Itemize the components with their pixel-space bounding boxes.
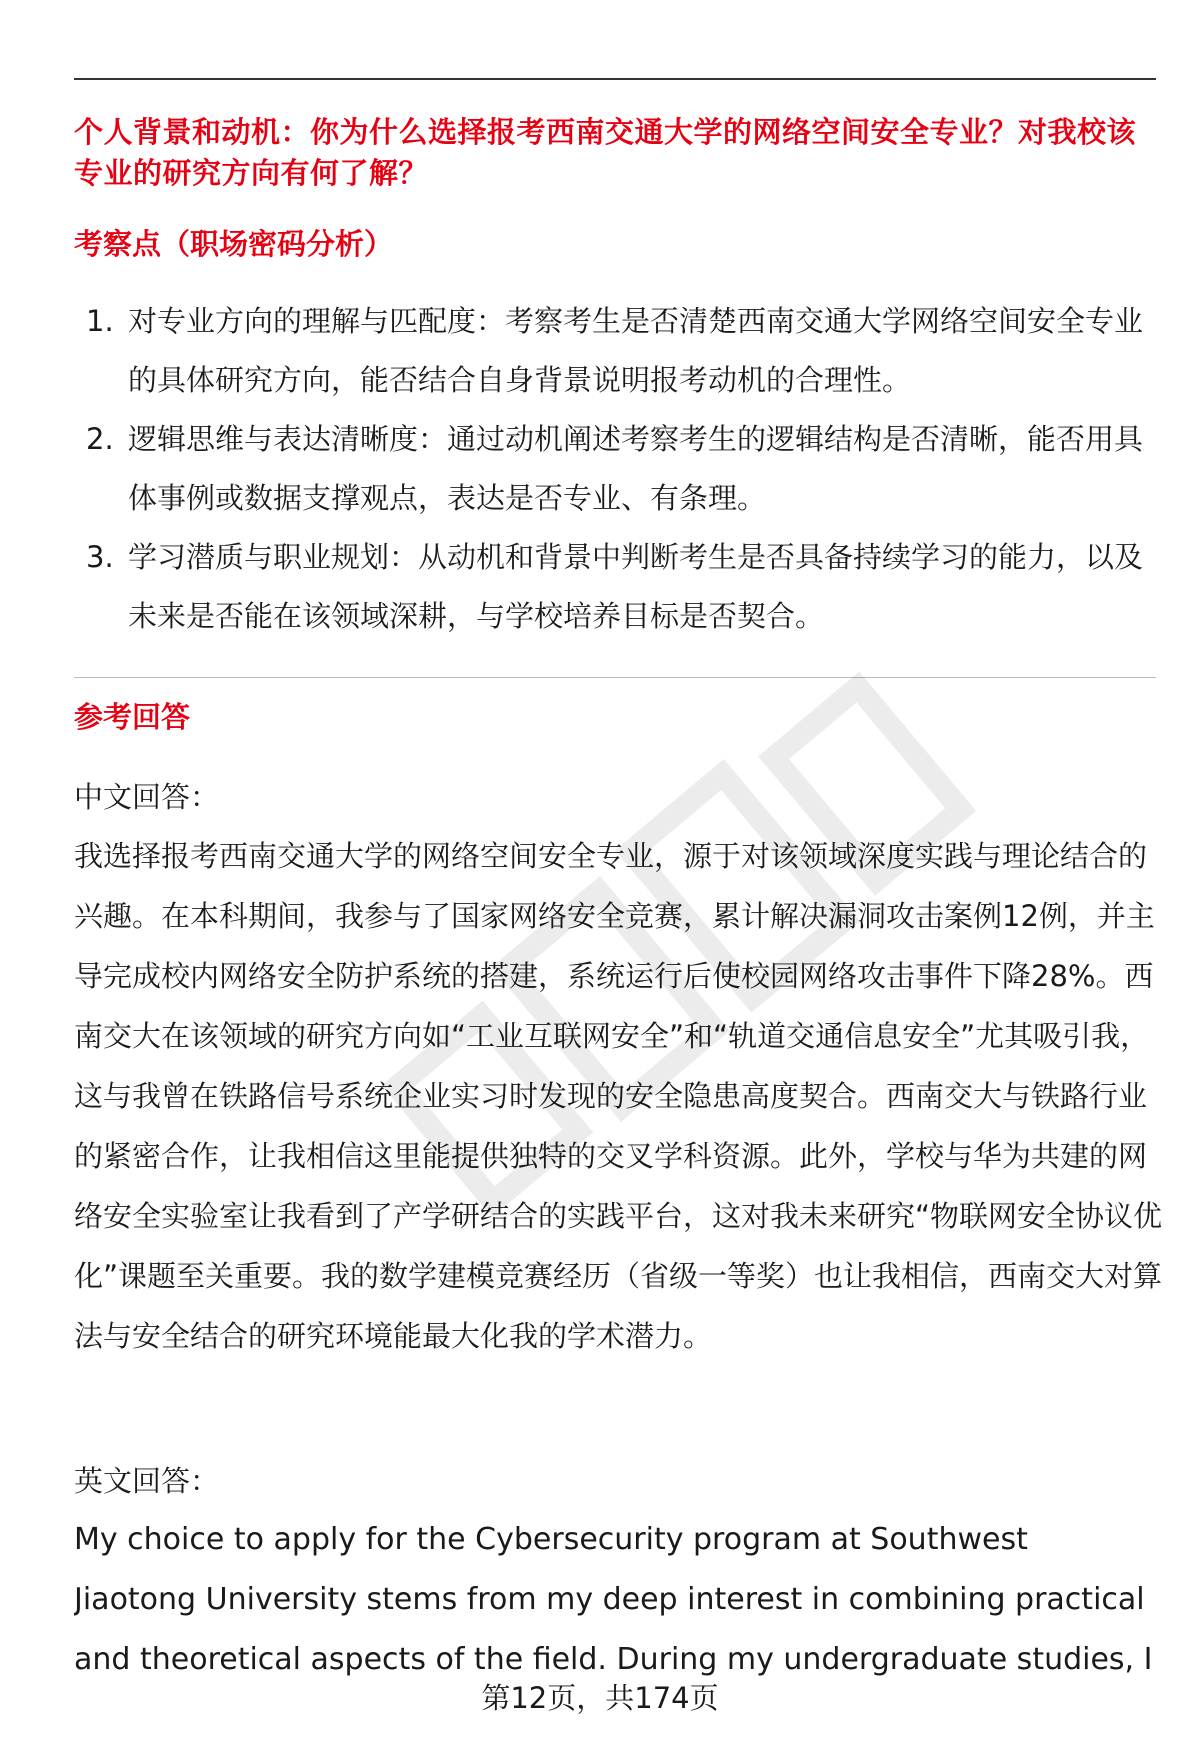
english-answer-text: My choice to apply for the Cybersecurity program at Southwest Jiaotong University stems from my deep interest in combining practical and theoretical aspects of the field. During my undergraduate studies, I: [74, 1522, 1153, 1677]
list-item: [74, 410, 1164, 528]
points-list: [74, 292, 1164, 646]
english-answer-label: 英文回答：: [74, 1464, 220, 1498]
points-heading: 考察点（职场密码分析）: [74, 227, 394, 261]
page-number-footer: 第12页，共174页: [481, 1681, 719, 1715]
chinese-answer-label: 中文回答：: [74, 780, 220, 814]
list-item-number: 1.: [86, 304, 114, 338]
top-divider: [74, 78, 1156, 80]
list-item: [74, 528, 1164, 646]
list-item-number: 2.: [86, 422, 114, 456]
chinese-answer-text: 我选择报考西南交通大学的网络空间安全专业，源于对该领域深度实践与理论结合的兴趣。在本科期间，我参与了国家网络安全竞赛，累计解决漏洞攻击案例12例，并主导完成校内网络安全防护系统的搭建，系统运行后使校园网络攻击事件下降28%。西南交大在该领域的研究方向如“工业互联网安全”和“轨道交通信息安全”尤其吸引我，这与我曾在铁路信号系统企业实习时发现的安全隐患高度契合。西南交大与铁路行业的紧密合作，让我相信这里能提供独特的交叉学科资源。此外，学校与华为共建的网络安全实验室让我看到了产学研结合的实践平台，这对我未来研究“物联网安全协议优化”课题至关重要。我的数学建模竞赛经历（省级一等奖）也让我相信，西南交大对算法与安全结合的研究环境能最大化我的学术潜力。: [74, 839, 1163, 1353]
question-title: 个人背景和动机：你为什么选择报考西南交通大学的网络空间安全专业？对我校该专业的研究方向有何了解？: [74, 115, 1137, 190]
answer-heading: 参考回答: [74, 700, 191, 734]
list-item: [74, 292, 1164, 410]
list-item-text: 逻辑思维与表达清晰度：通过动机阐述考察考生的逻辑结构是否清晰，能否用具体事例或数据支撑观点，表达是否专业、有条理。: [128, 422, 1144, 515]
list-item-text: 对专业方向的理解与匹配度：考察考生是否清楚西南交通大学网络空间安全专业的具体研究方向，能否结合自身背景说明报考动机的合理性。: [128, 304, 1144, 397]
list-item-text: 学习潜质与职业规划：从动机和背景中判断考生是否具备持续学习的能力，以及未来是否能在该领域深耕，与学校培养目标是否契合。: [128, 540, 1144, 633]
list-item-number: 3.: [86, 540, 114, 574]
section-divider: [74, 677, 1156, 678]
